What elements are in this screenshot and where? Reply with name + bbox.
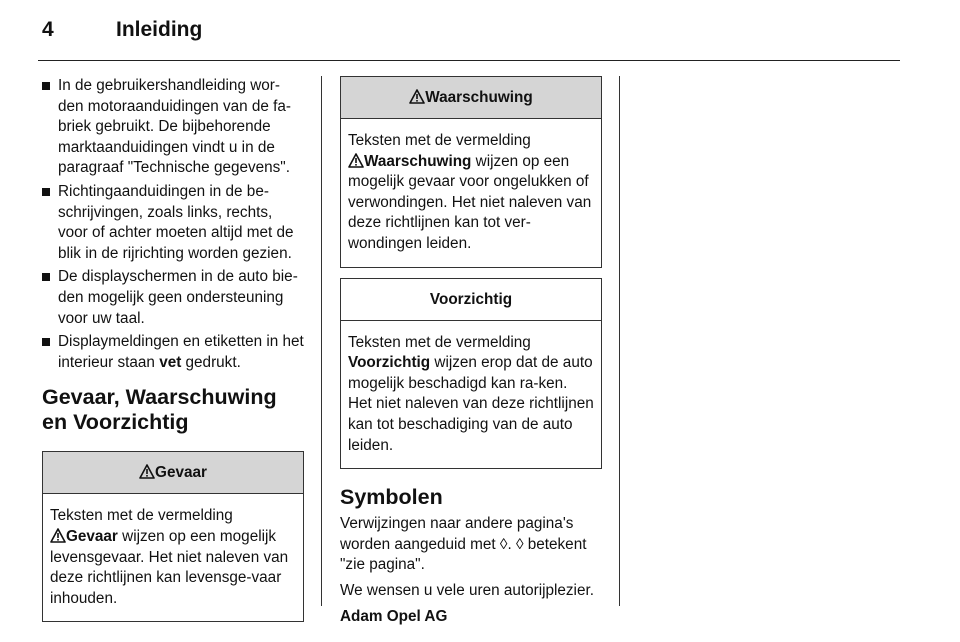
waarschuwing-box-header [341,77,601,119]
list-item-text: In de gebruikershandleiding wor-den motoraanduidingen van de fa-briek gebruikt. De bijbehorende marktaanduidingen vindt u in de paragraaf "Technische gegevens". [58,77,292,177]
list-item [42,182,304,264]
list-item-text: Displaymeldingen en etiketten in het interieur staan [58,333,304,371]
box-intro: Teksten met de vermelding [348,333,531,351]
header-rule [38,60,900,61]
list-item-text: De displayschermen in de auto bie-den mogelijk geen ondersteuning voor uw taal. [58,268,298,327]
list-item [42,267,304,329]
symbolen-heading: Symbolen [340,485,443,510]
box-text: wijzen op een mogelijk levensgevaar. Het niet naleven van deze richtlijnen kan levensge-vaar inhouden. [50,527,289,607]
box-text: wijzen erop dat de auto mogelijk beschadigd kan ra-ken. Het niet naleven van deze richtlijnen kan tot beschadiging van de auto leiden. [348,354,594,454]
list-item [42,76,304,179]
gevaar-box-title: Gevaar [155,464,207,482]
box-intro: Teksten met de vermelding [348,132,531,149]
square-bullet-icon [42,188,50,196]
box-keyword: Gevaar [66,527,118,545]
warning-triangle-icon [409,89,425,104]
section-heading: Gevaar, Waarschuwing en Voorzichtig [42,385,277,435]
square-bullet-icon [42,338,50,346]
symbolen-paragraph [340,514,602,576]
list-item-text: Richtingaanduidingen in de be-schrijvingen, zoals links, rechts, voor of achter moeten altijd met de blik in de rijrichting worden gezien. [58,182,294,262]
warning-triangle-icon [50,528,66,543]
waarschuwing-box-body [341,119,601,267]
symbolen-text: Verwijzingen naar andere pagina's worden aangeduid met [340,515,574,553]
voorzichtig-box-title: Voorzichtig [429,290,513,308]
bullet-list [42,76,304,373]
bold-term: vet [159,353,182,371]
symbolen-text-end: betekent "zie pagina". [340,535,587,574]
column-left [42,76,304,622]
gevaar-box-body [43,494,303,621]
voorzichtig-box-header [341,279,601,321]
box-intro: Teksten met de vermelding [50,507,233,525]
list-item-text-end: gedrukt. [181,353,241,371]
column-divider-1 [321,76,322,606]
page-number: 4 [42,18,54,41]
box-text: wijzen op een mogelijk gevaar voor ongelukken of verwondingen. Het niet naleven van deze richtlijnen kan tot ver-wondingen leiden. [348,152,592,252]
waarschuwing-box-title: Waarschuwing [425,89,533,106]
box-keyword: Voorzichtig [348,354,431,372]
voorzichtig-box-body [341,321,601,469]
gevaar-box-header [43,452,303,494]
voorzichtig-box [340,278,602,470]
gevaar-box [42,451,304,622]
column-divider-2 [619,76,620,606]
box-keyword: Waarschuwing [364,152,472,170]
warning-triangle-icon [139,464,155,479]
page-title: Inleiding [116,18,203,41]
page-reference-icon: ◊ [515,535,524,553]
square-bullet-icon [42,82,50,90]
page-reference-icon: ◊ [499,535,508,553]
list-item [42,332,304,373]
square-bullet-icon [42,273,50,281]
symbolen-text-mid: . [507,535,516,553]
waarschuwing-box [340,76,602,268]
warning-triangle-icon [348,153,364,168]
signature: Adam Opel AG [340,607,448,625]
column-middle [340,76,602,632]
closing-paragraph: We wensen u vele uren autorijplezier. [340,581,594,599]
